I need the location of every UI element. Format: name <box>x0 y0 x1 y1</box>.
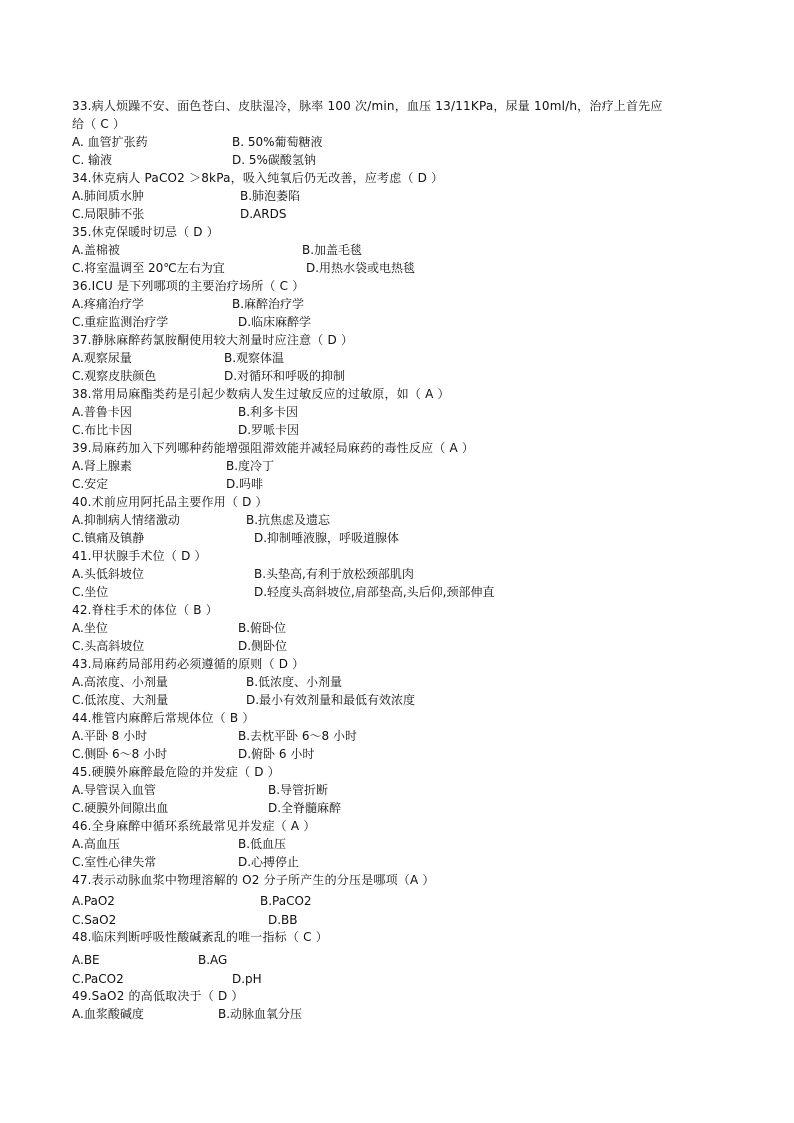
option-row <box>72 367 772 385</box>
option-b: B. 50%葡萄糖液 <box>232 135 323 149</box>
option-a: A.肺间质水肿 <box>72 189 144 203</box>
option-a: A.肾上腺素 <box>72 459 132 473</box>
question-stem: 43.局麻药局部用药必须遵循的原则（ D ） <box>72 657 305 671</box>
question-stem: 44.椎管内麻醉后常规体位（ B ） <box>72 711 255 725</box>
option-row <box>72 892 772 910</box>
option-b: B.PaCO2 <box>260 894 312 908</box>
option-row <box>72 691 772 709</box>
question-stem: 36.ICU 是下列哪项的主要治疗场所（ C ） <box>72 279 305 293</box>
option-row <box>72 529 772 547</box>
option-row <box>72 637 772 655</box>
option-a: A.BE <box>72 953 100 967</box>
option-b: B.低浓度、小剂量 <box>246 675 343 689</box>
option-row <box>72 911 772 929</box>
question-stem: 40.术前应用阿托品主要作用（ D ） <box>72 495 268 509</box>
option-d: D.用热水袋或电热毯 <box>306 261 416 275</box>
option-a: A.导管误入血管 <box>72 783 156 797</box>
option-b: B.加盖毛毯 <box>302 243 363 257</box>
option-c: C.PaCO2 <box>72 972 124 986</box>
option-c: C. 输液 <box>72 153 113 167</box>
option-a: A.观察尿量 <box>72 351 132 365</box>
option-row <box>72 951 772 969</box>
question-stem: 39.局麻药加入下列哪种药能增强阻滞效能并减轻局麻药的毒性反应（ A ） <box>72 441 475 455</box>
option-c: C.SaO2 <box>72 913 117 927</box>
option-row <box>72 781 772 799</box>
option-d: D.最小有效剂量和最低有效浓度 <box>246 693 416 707</box>
question-stem: 42.脊柱手术的体位（ B ） <box>72 603 218 617</box>
option-row <box>72 349 772 367</box>
option-d: D.心搏停止 <box>238 855 300 869</box>
option-b: B.俯卧位 <box>238 621 287 635</box>
option-a: A.平卧 8 小时 <box>72 729 148 743</box>
option-c: C.重症监测治疗学 <box>72 315 169 329</box>
option-d: D.吗啡 <box>226 477 264 491</box>
option-c: C.局限肺不张 <box>72 207 145 221</box>
option-c: C.头高斜坡位 <box>72 639 145 653</box>
option-row <box>72 259 772 277</box>
option-b: B.头垫高,有利于放松颈部肌肉 <box>254 567 414 581</box>
option-b: B.低血压 <box>238 837 287 851</box>
option-b: B.度冷丁 <box>226 459 275 473</box>
question-stem: 48.临床判断呼吸性酸碱紊乱的唯一指标（ C ） <box>72 930 328 944</box>
option-d: D.pH <box>232 972 262 986</box>
option-d: D.俯卧 6 小时 <box>238 747 315 761</box>
option-a: A.高血压 <box>72 837 120 851</box>
option-d: D.抑制唾液腺，呼吸道腺体 <box>254 531 400 545</box>
option-row <box>72 745 772 763</box>
option-b: B.肺泡萎陷 <box>240 189 301 203</box>
option-row <box>72 133 772 151</box>
option-c: C.将室温调至 20℃左右为宜 <box>72 261 225 275</box>
option-c: C.安定 <box>72 477 109 491</box>
option-row <box>72 511 772 529</box>
option-c: C.低浓度、大剂量 <box>72 693 169 707</box>
option-row <box>72 673 772 691</box>
question-stem: 46.全身麻醉中循环系统最常见并发症（ A ） <box>72 819 316 833</box>
question-stem: 37.静脉麻醉药氯胺酮使用较大剂量时应注意（ D ） <box>72 333 354 347</box>
option-row <box>72 583 772 601</box>
option-row <box>72 853 772 871</box>
option-d: D.侧卧位 <box>238 639 288 653</box>
option-row <box>72 457 772 475</box>
question-stem: 38.常用局麻酯类药是引起少数病人发生过敏反应的过敏原，如（ A ） <box>72 387 450 401</box>
option-row <box>72 241 772 259</box>
option-c: C.观察皮肤颜色 <box>72 369 157 383</box>
option-d: D. 5%碳酸氢钠 <box>232 153 316 167</box>
option-row <box>72 295 772 313</box>
option-c: C.布比卡因 <box>72 423 133 437</box>
option-row <box>72 835 772 853</box>
question-stem: 41.甲状腺手术位（ D ） <box>72 549 207 563</box>
option-d: D.全脊髓麻醉 <box>268 801 342 815</box>
option-row <box>72 970 772 988</box>
option-row <box>72 475 772 493</box>
option-d: D.轻度头高斜坡位,肩部垫高,头后仰,颈部伸直 <box>254 585 495 599</box>
option-d: D.临床麻醉学 <box>238 315 312 329</box>
option-d: D.罗哌卡因 <box>238 423 300 437</box>
option-a: A.血浆酸碱度 <box>72 1007 144 1021</box>
question-stem: 34.休克病人 PaCO2 ＞8kPa，吸入纯氧后仍无改善，应考虑（ D ） <box>72 171 444 185</box>
question-stem: 33.病人烦躁不安、面色苍白、皮肤湿冷，脉率 100 次/min，血压 13/11KPa，尿量 10ml/h，治疗上首先应 <box>72 99 663 113</box>
option-a: A.PaO2 <box>72 894 115 908</box>
option-b: B.抗焦虑及遗忘 <box>246 513 331 527</box>
option-row <box>72 313 772 331</box>
question-stem: 35.休克保暖时切忌（ D ） <box>72 225 219 239</box>
option-a: A.坐位 <box>72 621 108 635</box>
option-a: A.头低斜坡位 <box>72 567 144 581</box>
option-c: C.镇痛及镇静 <box>72 531 145 545</box>
option-b: B.导管折断 <box>268 783 329 797</box>
option-c: C.坐位 <box>72 585 109 599</box>
option-a: A. 血管扩张药 <box>72 135 148 149</box>
option-row <box>72 1005 772 1023</box>
option-row <box>72 421 772 439</box>
option-a: A.盖棉被 <box>72 243 120 257</box>
option-a: A.普鲁卡因 <box>72 405 132 419</box>
option-b: B.麻醉治疗学 <box>232 297 305 311</box>
option-b: B.AG <box>198 953 228 967</box>
option-row <box>72 619 772 637</box>
option-a: A.高浓度、小剂量 <box>72 675 168 689</box>
option-row <box>72 799 772 817</box>
option-c: C.硬膜外间隙出血 <box>72 801 169 815</box>
option-c: C.侧卧 6～8 小时 <box>72 747 168 761</box>
option-a: A.疼痛治疗学 <box>72 297 144 311</box>
option-d: D.BB <box>268 913 298 927</box>
option-b: B.去枕平卧 6～8 小时 <box>238 729 357 743</box>
question-stem: 49.SaO2 的高低取决于（ D ） <box>72 989 244 1003</box>
option-b: B.动脉血氧分压 <box>218 1007 303 1021</box>
option-row <box>72 187 772 205</box>
option-row <box>72 565 772 583</box>
question-stem: 47.表示动脉血浆中物理溶解的 O2 分子所产生的分压是哪项（A ） <box>72 873 435 887</box>
option-row <box>72 205 772 223</box>
question-stem: 45.硬膜外麻醉最危险的并发症（ D ） <box>72 765 280 779</box>
option-b: B.利多卡因 <box>238 405 299 419</box>
option-b: B.观察体温 <box>224 351 285 365</box>
option-row <box>72 727 772 745</box>
question-stem-continued: 给（ C ） <box>72 117 126 131</box>
option-row <box>72 151 772 169</box>
option-row <box>72 403 772 421</box>
option-d: D.对循环和呼吸的抑制 <box>224 369 346 383</box>
option-a: A.抑制病人情绪激动 <box>72 513 180 527</box>
option-c: C.室性心律失常 <box>72 855 157 869</box>
option-d: D.ARDS <box>240 207 287 221</box>
